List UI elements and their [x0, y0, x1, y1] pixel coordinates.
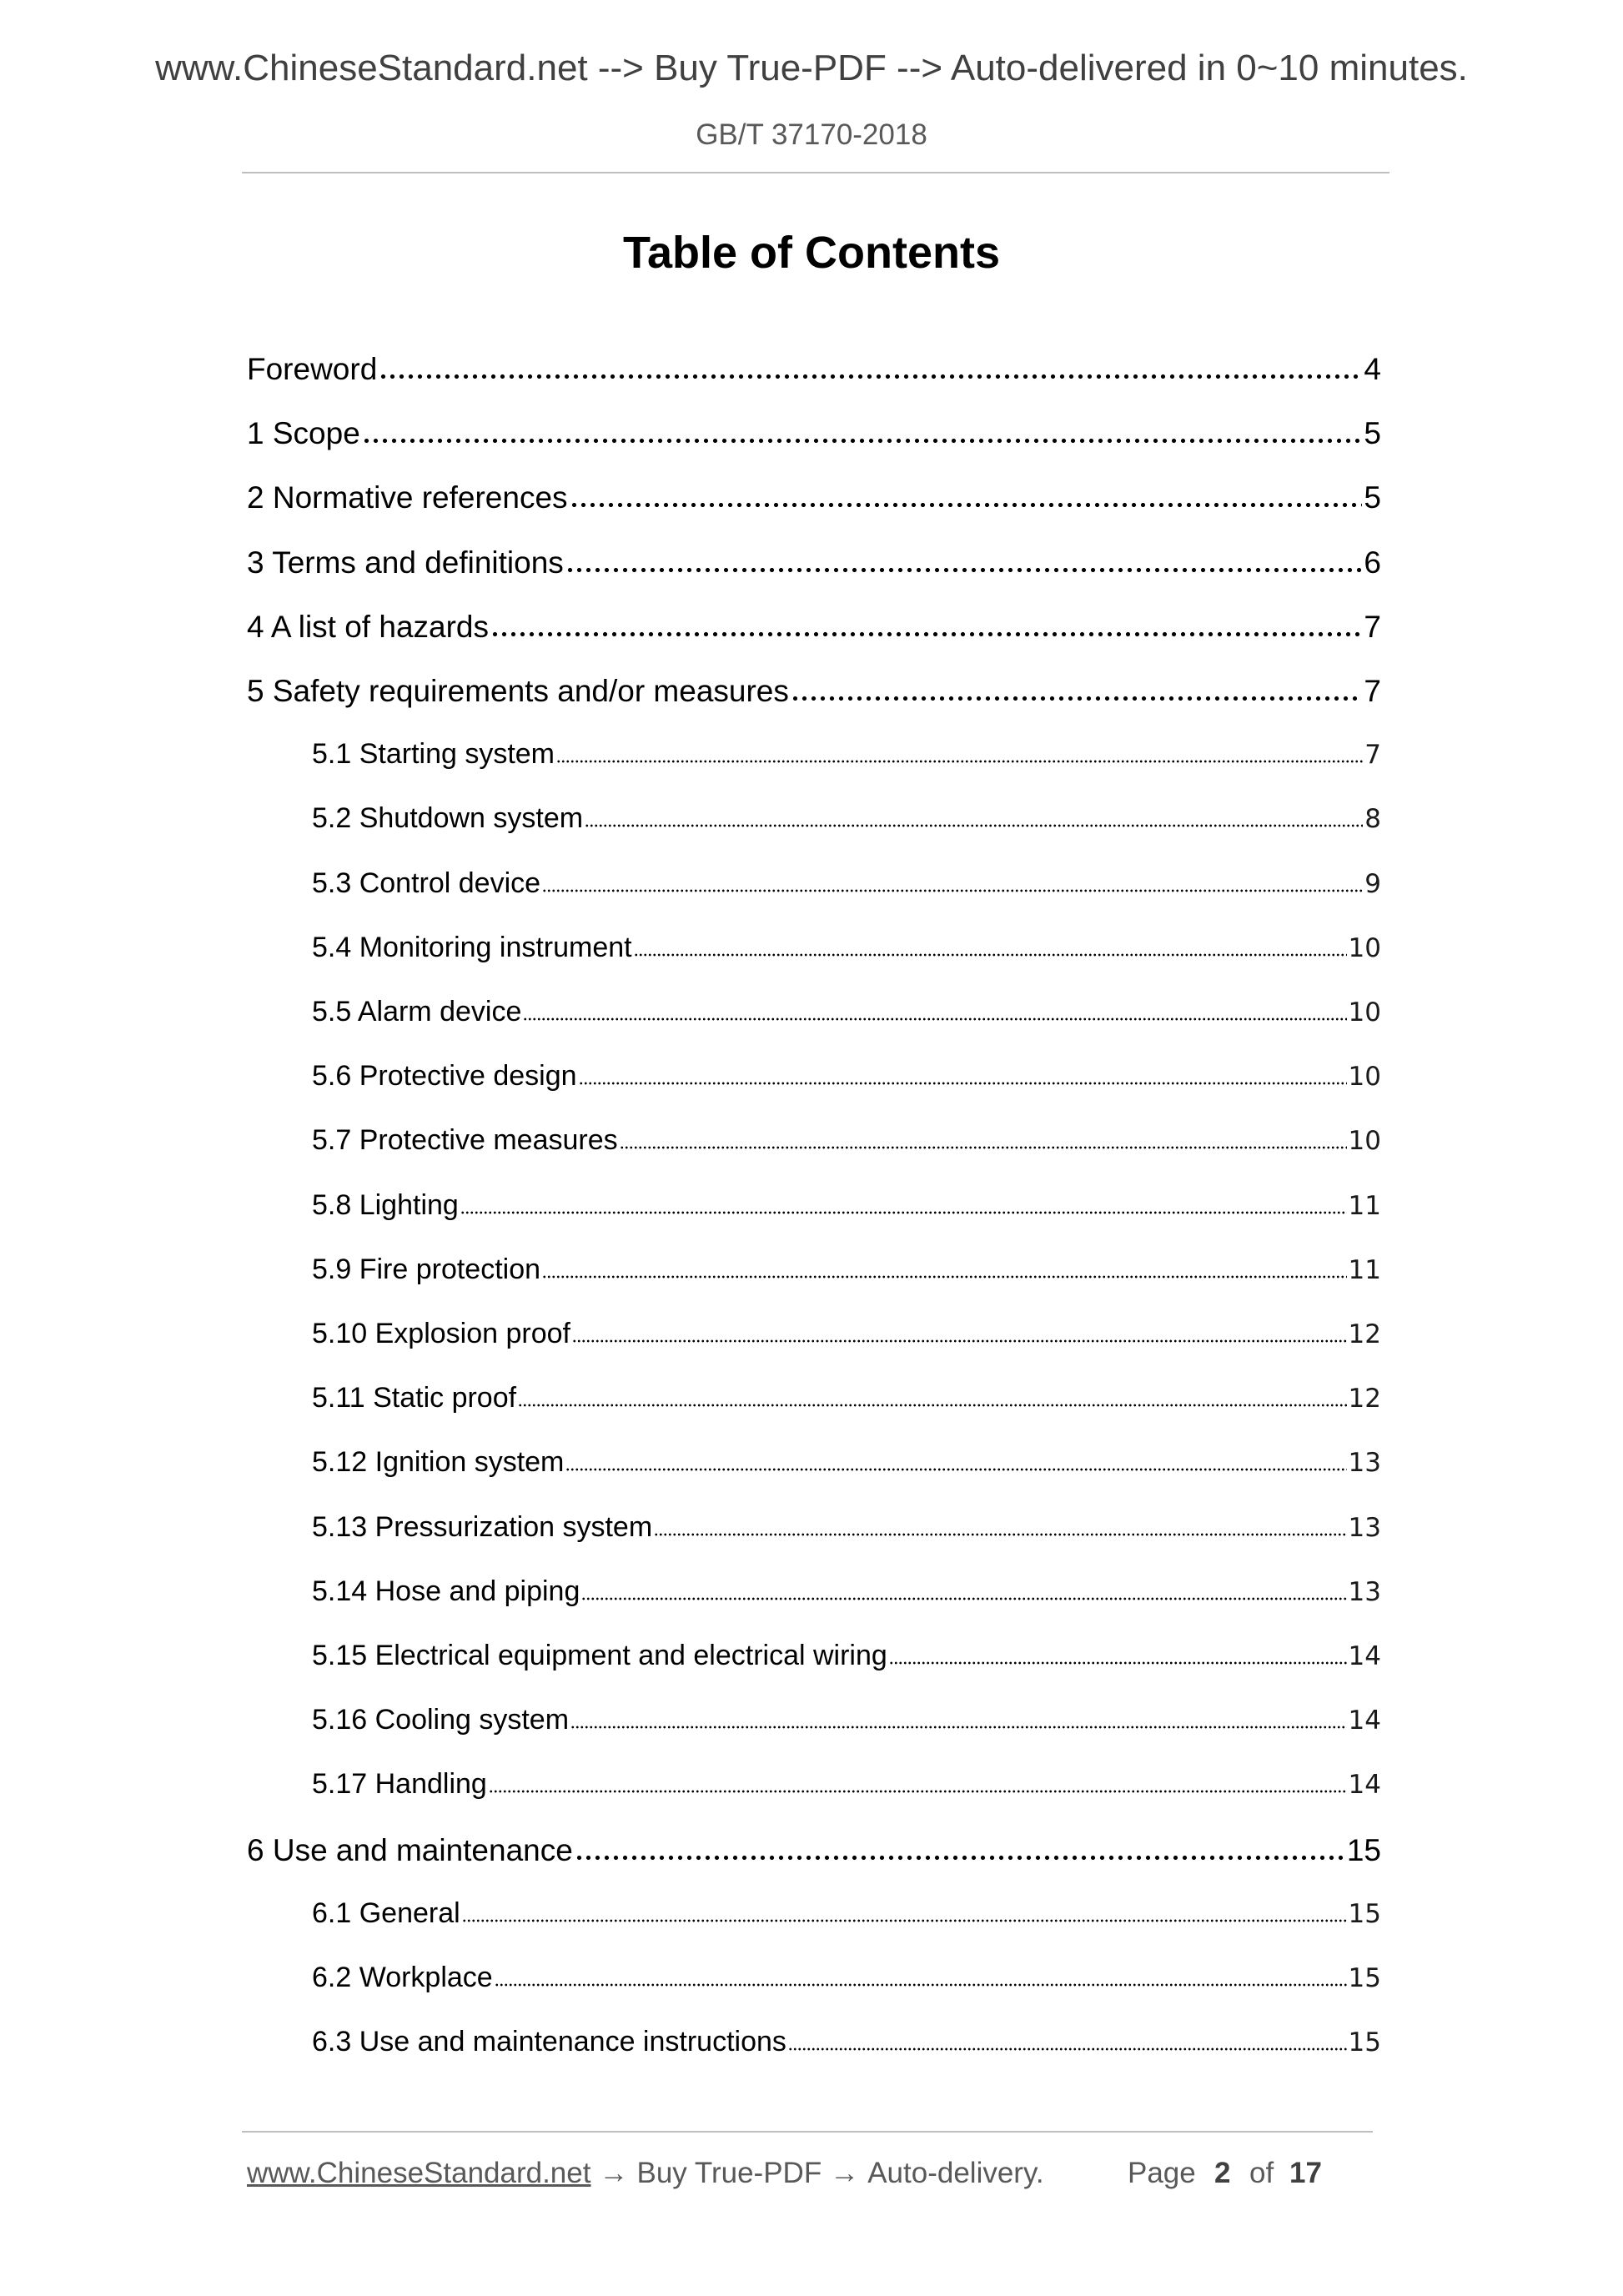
- dot-leader: [579, 1057, 1347, 1085]
- toc-entry-page-number: 10: [1348, 1062, 1381, 1093]
- toc-entry-page-number: 12: [1348, 1384, 1381, 1414]
- dot-leader: [791, 671, 1363, 701]
- toc-entry-page-number: 15: [1348, 1963, 1381, 1993]
- toc-entry-page-number: 7: [1364, 609, 1381, 644]
- toc-entry-label: 5.1 Starting system: [312, 738, 555, 771]
- current-page-number: 2: [1214, 2157, 1231, 2189]
- toc-entry-page-number: 13: [1348, 1576, 1381, 1607]
- toc-entry-label: 5.6 Protective design: [312, 1060, 577, 1093]
- page-title: Table of Contents: [623, 228, 1000, 278]
- toc-entry-page-number: 9: [1364, 868, 1381, 899]
- toc-entry-page-number: 10: [1348, 997, 1381, 1027]
- toc-entry-page-number: 13: [1348, 1512, 1381, 1543]
- toc-entry[interactable]: [247, 542, 1381, 580]
- document-code: GB/T 37170-2018: [696, 118, 927, 151]
- toc-entry-page-number: 8: [1364, 804, 1381, 835]
- dot-leader: [581, 1572, 1346, 1600]
- dot-leader: [572, 1314, 1347, 1343]
- page-footer: [247, 2153, 1378, 2193]
- dot-leader: [570, 1701, 1347, 1729]
- dot-leader: [654, 1508, 1346, 1536]
- toc-entry[interactable]: [312, 1057, 1381, 1093]
- dot-leader: [788, 2022, 1347, 2051]
- dot-leader: [362, 413, 1363, 444]
- toc-entry-label: 5.15 Electrical equipment and electrical wiring: [312, 1640, 887, 1671]
- toc-entry-page-number: 10: [1348, 1126, 1381, 1157]
- toc-entry[interactable]: [312, 735, 1381, 771]
- toc-entry-page-number: 6: [1364, 545, 1381, 580]
- toc-entry-label: 5.9 Fire protection: [312, 1253, 541, 1285]
- toc-entry[interactable]: [312, 992, 1381, 1028]
- toc-entry-page-number: 12: [1348, 1319, 1381, 1349]
- toc-entry-label: 5.13 Pressurization system: [312, 1510, 653, 1543]
- toc-entry-label: Foreword: [247, 352, 378, 386]
- toc-entry[interactable]: [312, 1701, 1381, 1736]
- toc-entry-page-number: 4: [1364, 352, 1381, 386]
- toc-entry[interactable]: [312, 1765, 1381, 1801]
- dot-leader: [489, 1765, 1347, 1793]
- toc-entry-label: 5.14 Hose and piping: [312, 1575, 580, 1607]
- dot-leader: [518, 1379, 1346, 1407]
- toc-entry-page-number: 14: [1348, 1770, 1381, 1801]
- dot-leader: [585, 799, 1363, 827]
- toc-entry[interactable]: [247, 413, 1381, 451]
- toc-entry[interactable]: [312, 1894, 1381, 1930]
- toc-entry-page-number: 7: [1364, 674, 1381, 708]
- toc-entry-label: 5 Safety requirements and/or measures: [247, 674, 789, 708]
- toc-entry-page-number: 15: [1348, 2027, 1381, 2058]
- footer-delivery-text: Auto-delivery.: [867, 2157, 1044, 2189]
- toc-entry-page-number: 7: [1364, 740, 1381, 771]
- toc-entry-page-number: 11: [1348, 1254, 1381, 1285]
- dot-leader: [556, 735, 1363, 763]
- footer-divider: [242, 2131, 1373, 2133]
- toc-entry-label: 5.5 Alarm device: [312, 996, 522, 1027]
- dot-leader: [490, 606, 1362, 637]
- toc-entry-label: 6.2 Workplace: [312, 1962, 493, 1993]
- dot-leader: [634, 928, 1347, 957]
- dot-leader: [620, 1121, 1347, 1149]
- toc-entry[interactable]: [247, 477, 1381, 515]
- toc-entry[interactable]: [247, 1830, 1381, 1868]
- header-banner: www.ChineseStandard.net --> Buy True-PDF --> Auto-delivered in 0~10 minutes.: [155, 48, 1468, 88]
- dot-leader: [462, 1894, 1347, 1922]
- toc-entry-label: 5.3 Control device: [312, 867, 541, 899]
- toc-entry[interactable]: [312, 1186, 1381, 1222]
- toc-entry[interactable]: [247, 349, 1381, 387]
- toc-entry-page-number: 15: [1346, 1832, 1381, 1867]
- dot-leader: [460, 1186, 1347, 1214]
- arrow-right-icon: →: [830, 2157, 860, 2189]
- dot-leader: [542, 1250, 1347, 1279]
- toc-entry-label: 5.4 Monitoring instrument: [312, 931, 632, 963]
- toc-entry-page-number: 5: [1364, 480, 1381, 515]
- toc-entry-label: 4 A list of hazards: [247, 609, 490, 644]
- footer-site-link[interactable]: www.ChineseStandard.net: [247, 2157, 591, 2189]
- toc-entry[interactable]: [312, 864, 1381, 900]
- toc-entry[interactable]: [312, 1958, 1381, 1994]
- dot-leader: [575, 1830, 1345, 1861]
- toc-entry-page-number: 13: [1348, 1448, 1381, 1479]
- toc-entry-label: 1 Scope: [247, 416, 360, 451]
- toc-entry-label: 5.12 Ignition system: [312, 1446, 565, 1479]
- dot-leader: [889, 1636, 1347, 1665]
- toc-entry[interactable]: [312, 799, 1381, 835]
- toc-entry-page-number: 15: [1348, 1898, 1381, 1929]
- toc-entry[interactable]: [312, 1443, 1381, 1479]
- toc-entry-label: 5.10 Explosion proof: [312, 1318, 570, 1349]
- toc-entry[interactable]: [312, 1121, 1381, 1157]
- dot-leader: [565, 1443, 1346, 1471]
- arrow-right-icon: →: [599, 2157, 629, 2189]
- toc-entry[interactable]: [312, 1379, 1381, 1414]
- total-pages-number: 17: [1289, 2157, 1322, 2189]
- toc-entry-label: 2 Normative references: [247, 480, 568, 515]
- toc-entry[interactable]: [312, 1250, 1381, 1286]
- toc-entry-page-number: 14: [1348, 1706, 1381, 1736]
- page-word: Page: [1128, 2157, 1196, 2189]
- dot-leader: [565, 542, 1363, 573]
- toc-entry-label: 6 Use and maintenance: [247, 1832, 573, 1867]
- toc-entry-label: 5.16 Cooling system: [312, 1704, 570, 1736]
- toc-entry-label: 6.1 General: [312, 1897, 460, 1929]
- toc-entry[interactable]: [312, 1508, 1381, 1544]
- dot-leader: [379, 349, 1362, 379]
- toc-entry-label: 5.11 Static proof: [312, 1382, 517, 1414]
- of-word: of: [1249, 2157, 1274, 2189]
- toc-entry[interactable]: [312, 1314, 1381, 1350]
- dot-leader: [495, 1958, 1347, 1987]
- footer-buy-text: Buy True-PDF: [636, 2157, 822, 2189]
- toc-entry-page-number: 14: [1348, 1641, 1381, 1671]
- toc-entry[interactable]: [247, 671, 1381, 709]
- toc-entry[interactable]: [312, 1636, 1381, 1672]
- dot-leader: [542, 864, 1363, 892]
- toc-entry-page-number: 10: [1348, 932, 1381, 963]
- toc-entry[interactable]: [312, 1572, 1381, 1608]
- toc-entry-label: 5.7 Protective measures: [312, 1124, 618, 1157]
- toc-entry[interactable]: [247, 606, 1381, 645]
- toc-entry[interactable]: [312, 928, 1381, 964]
- toc-entry-label: 3 Terms and definitions: [247, 545, 564, 580]
- toc-entry-label: 6.3 Use and maintenance instructions: [312, 2026, 786, 2058]
- toc-entry-page-number: 5: [1364, 416, 1381, 451]
- toc-entry-label: 5.2 Shutdown system: [312, 802, 584, 835]
- toc-entry-label: 5.8 Lighting: [312, 1188, 459, 1221]
- dot-leader: [570, 477, 1363, 508]
- dot-leader: [523, 992, 1346, 1021]
- toc-entry-page-number: 11: [1348, 1190, 1381, 1221]
- toc-entry-label: 5.17 Handling: [312, 1768, 487, 1801]
- toc-entry[interactable]: [312, 2022, 1381, 2058]
